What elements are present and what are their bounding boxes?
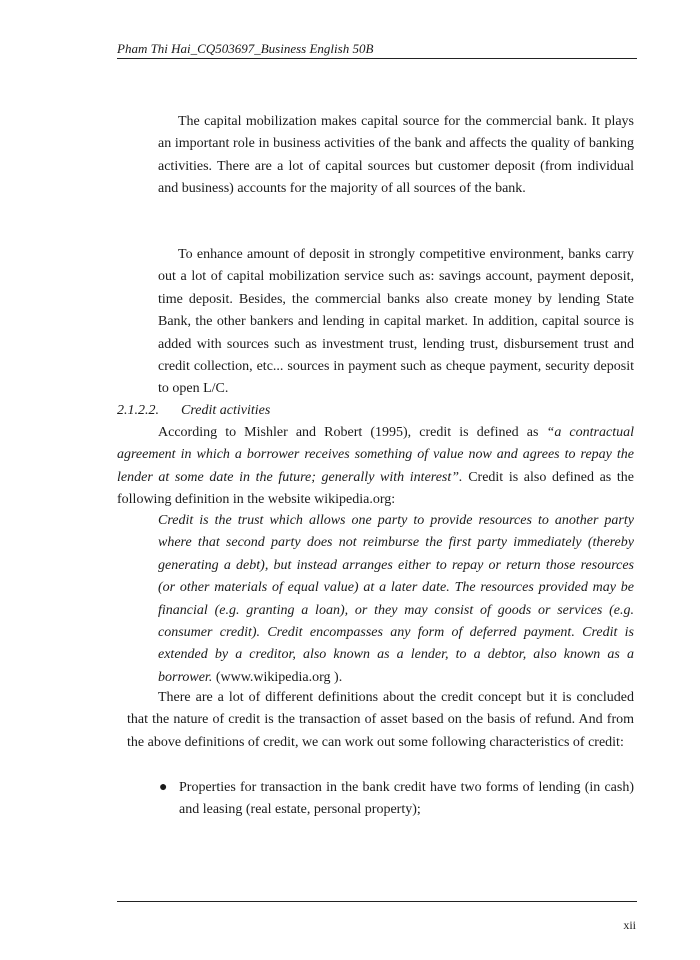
paragraph-capital-mobilization: The capital mobilization makes capital source for the commercial bank. It plays an important role in business activities of the bank and affects the quality of banking activities. There are a lot of capital sources but customer deposit (from individual and business) accounts for the majority of all sources of the bank. [158, 114, 634, 197]
credit-definition-quote: “a contractual agreement in which a borrower receives something of value now and agrees to repay the lender at some date in the future; generally with interest”. [117, 425, 634, 485]
header-rule [117, 58, 637, 59]
wikipedia-quote-text: Credit is the trust which allows one party to provide resources to another party where that second party does not reimburse the first party immediately (thereby generating a debt), but instead arranges either to repay or return those resources (or other materials of equal value) at a later date. The resources provided may be financial (e.g. granting a loan), or they may consist of goods or services (e.g. consumer credit). Credit encompasses any form of deferred payment. Credit is extended by a creditor, also known as a lender, to a debtor, also known as a borrower. [158, 513, 634, 685]
bullet-item-text: Properties for transaction in the bank credit have two forms of lending (in cash) and leasing (real estate, personal property); [179, 780, 634, 818]
credit-definition-tail: Credit is also defined as the following definition in the website wikipedia.org: [117, 469, 634, 508]
bullet-icon: ● [159, 780, 168, 795]
paragraph-deposit-enhancement: To enhance amount of deposit in strongly competitive environment, banks carry out a lot of capital mobilization service such as: savings account, payment deposit, time deposit. Besides, the commercial banks also create money by lending State Bank, the other bankers and lending in capital market. In addition, capital source is added with sources such as investment trust, lending trust, disbursement trust and credit collection, etc... sources in payment such as cheque payment, security deposit to open L/C. [158, 247, 634, 397]
wikipedia-quote-block [158, 510, 634, 689]
paragraph-credit-nature: There are a lot of different definitions about the credit concept but it is concluded that the nature of credit is the transaction of asset based on the basis of refund. And from the above definitions of credit, we can work out some following characteristics of credit: [127, 690, 634, 750]
credit-definition-intro: According to Mishler and Robert (1995), credit is defined as [158, 425, 547, 440]
section-title: Credit activities [181, 403, 271, 418]
section-number: 2.1.2.2. [117, 403, 159, 418]
wikipedia-quote-source: (www.wikipedia.org ). [212, 669, 343, 685]
footer-rule [117, 901, 637, 902]
page-number: xii [623, 918, 636, 932]
section-heading [117, 400, 270, 422]
running-header: Pham Thi Hai_CQ503697_Business English 50B [117, 41, 374, 56]
paragraph-credit-definition [117, 422, 634, 512]
